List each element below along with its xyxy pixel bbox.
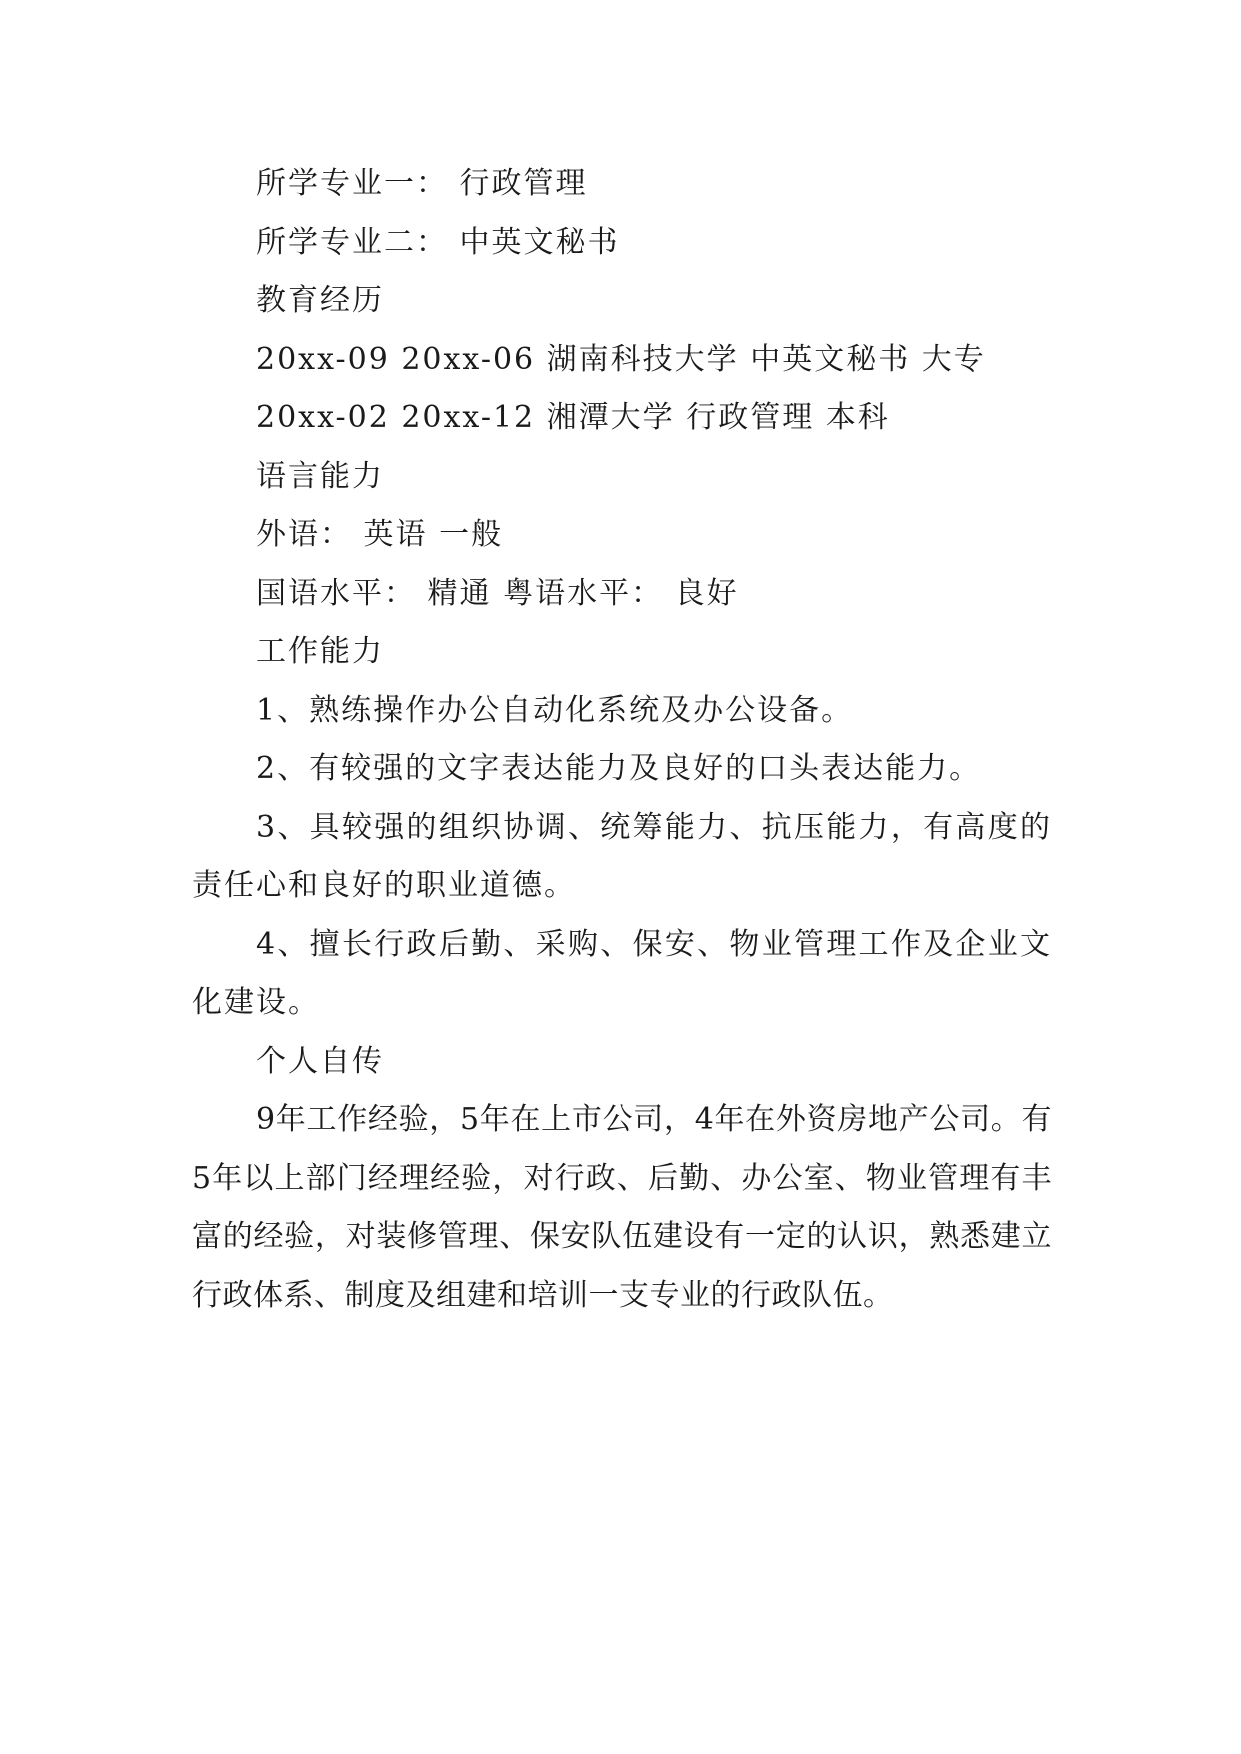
work-item-1: 1、熟练操作办公自动化系统及办公设备。 bbox=[256, 692, 854, 728]
bio-heading: 个人自传 bbox=[256, 1043, 384, 1079]
education-entry-2: 20xx-02 20xx-12 湘潭大学 行政管理 本科 bbox=[256, 400, 890, 435]
work-item-4: 4、擅长行政后勤、采购、保安、物业管理工作及企业文化建设。 bbox=[192, 926, 1052, 1020]
major-2: 所学专业二： 中英文秘书 bbox=[256, 224, 620, 260]
work-heading: 工作能力 bbox=[256, 634, 384, 669]
work-item-2: 2、有较强的文字表达能力及良好的口头表达能力。 bbox=[256, 751, 982, 786]
work-item-3: 3、具较强的组织协调、统筹能力、抗压能力，有高度的责任心和良好的职业道德。 bbox=[192, 809, 1052, 903]
education-entry-1: 20xx-09 20xx-06 湖南科技大学 中英文秘书 大专 bbox=[256, 341, 986, 377]
bio-text: 9年工作经验，5年在上市公司，4年在外资房地产公司。有5年以上部门经理经验，对行政、后勤、办公室、物业管理有丰富的经验，对装修管理、保安队伍建设有一定的认识，熟悉建立行政体系、制度及组建和培训一支专业的行政队伍。 bbox=[192, 1102, 1052, 1313]
resume-content bbox=[192, 155, 1052, 1325]
foreign-language: 外语： 英语 一般 bbox=[256, 517, 504, 552]
language-heading: 语言能力 bbox=[256, 458, 384, 494]
major-1: 所学专业一： 行政管理 bbox=[256, 166, 588, 201]
education-heading: 教育经历 bbox=[256, 283, 384, 318]
dialect-levels: 国语水平： 精通 粤语水平： 良好 bbox=[256, 575, 739, 611]
